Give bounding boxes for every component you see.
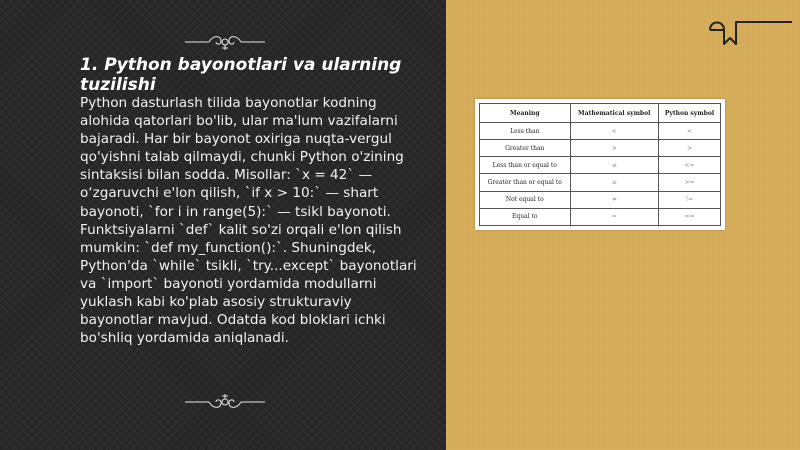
slide-title: 1. Python bayonotlari va ularning tuzilishi xyxy=(80,55,402,95)
table-cell: Equal to xyxy=(480,208,571,225)
table-cell: Less than or equal to xyxy=(480,157,571,174)
slide-body-text: Python dasturlash tilida bayonotlar kodning alohida qatorlari bo'lib, ular ma'lum vazifalarni bajaradi. Har bir bayonot oxiriga nuqta-vergul qo'yishni talab qilmaydi, chunki Python o'zining sintaksisi bilan sodda. Misollar: `x = 42` — o‘zgaruvchi e'lon qilish, `if x > 10:` — shart bayonoti, `for i in range(5):` — tsikl bayonoti. Funktsiyalarni `def` kalit so'zi orqali e'lon qilish mumkin: `def my_function():`. Shuningdek, Python'da `while` tsikli, `try...except` bayonotlari va `import` bayonoti yordamida modullarni yuklash kabi ko'plab asosiy strukturaviy bayonotlar mavjud. Odatda kod bloklari ichki bo'shliq yordamida aniqlanadi. xyxy=(80,95,417,347)
table-cell: ≠ xyxy=(570,191,658,208)
table-cell: < xyxy=(658,123,720,140)
table-cell: Greater than or equal to xyxy=(480,174,571,191)
flourish-divider-icon xyxy=(183,391,267,413)
table-cell: <= xyxy=(658,157,720,174)
table-cell: Not equal to xyxy=(480,191,571,208)
table-row xyxy=(480,208,721,225)
flourish-divider-icon xyxy=(183,31,267,53)
table-row xyxy=(480,123,721,140)
comparison-table-image xyxy=(475,99,725,230)
table-cell: ≥ xyxy=(570,174,658,191)
table-cell: Less than xyxy=(480,123,571,140)
table-cell: >= xyxy=(658,174,720,191)
table-cell: > xyxy=(570,140,658,157)
bookmark-ribbon-icon xyxy=(706,16,796,48)
table-row xyxy=(480,191,721,208)
comparison-table xyxy=(479,103,721,226)
table-cell: == xyxy=(658,208,720,225)
table-header: Meaning xyxy=(480,104,571,123)
table-header-row xyxy=(480,104,721,123)
table-cell: != xyxy=(658,191,720,208)
table-cell: ≤ xyxy=(570,157,658,174)
table-row xyxy=(480,157,721,174)
table-header: Mathematical symbol xyxy=(570,104,658,123)
table-cell: > xyxy=(658,140,720,157)
table-row xyxy=(480,140,721,157)
table-row xyxy=(480,174,721,191)
table-cell: = xyxy=(570,208,658,225)
table-cell: < xyxy=(570,123,658,140)
table-cell: Greater than xyxy=(480,140,571,157)
table-header: Python symbol xyxy=(658,104,720,123)
